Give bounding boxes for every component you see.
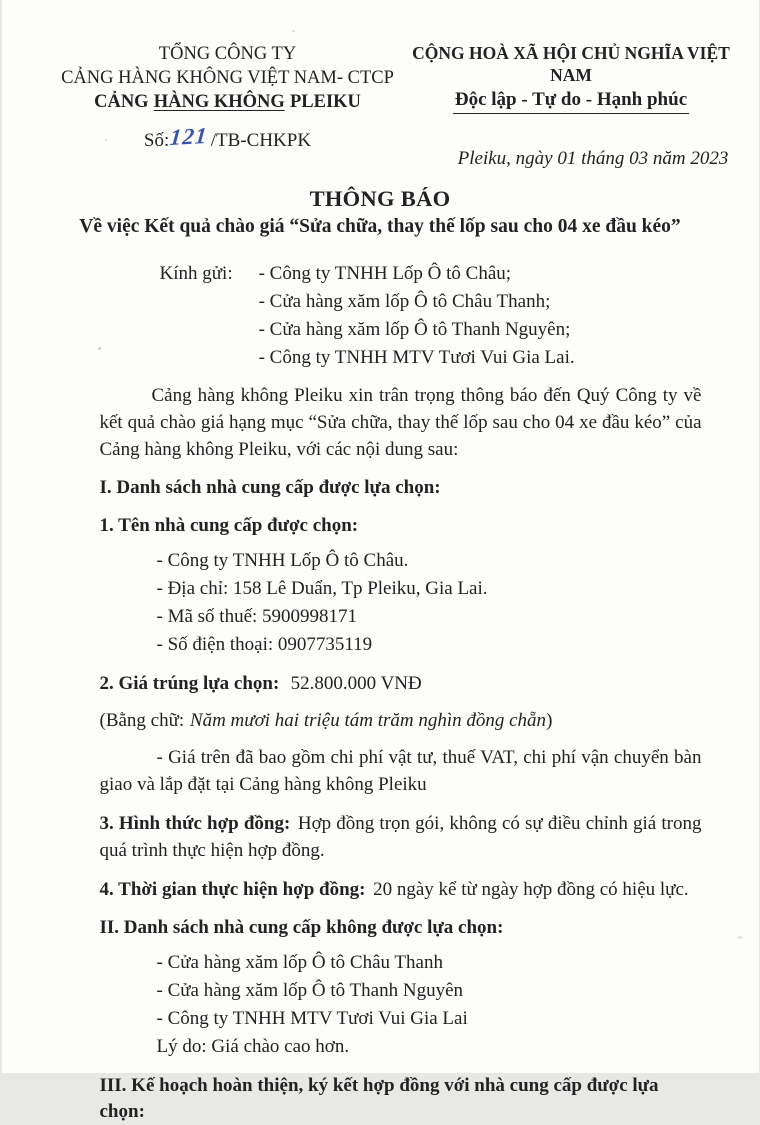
recipient-item: - Công ty TNHH Lốp Ô tô Châu; [259, 260, 575, 288]
issuing-org-block [52, 42, 404, 170]
scanned-document-page [2, 0, 759, 1073]
document-header [2, 0, 759, 170]
section-2-heading: II. Danh sách nhà cung cấp không được lựa chọn: [100, 915, 702, 941]
org-unit-name-post: PLEIKU [290, 92, 361, 112]
scan-speck [105, 139, 107, 141]
recipients-block [100, 260, 702, 372]
org-parent-name: TỔNG CÔNG TY [52, 42, 404, 66]
scan-speck [292, 30, 295, 32]
document-subtitle: Về việc Kết quả chào giá “Sửa chữa, thay thế lốp sau cho 04 xe đầu kéo” [2, 216, 759, 238]
contract-duration-label: 4. Thời gian thực hiện hợp đồng: [100, 879, 366, 900]
price-inclusion-note: - Giá trên đã bao gồm chi phí vật tư, thuế VAT, chi phí vận chuyển bàn giao và lắp đặt tại Cảng hàng không Pleiku [100, 744, 702, 798]
supplier-name-item: - Công ty TNHH Lốp Ô tô Châu. [157, 547, 702, 575]
subsection-1-heading: 1. Tên nhà cung cấp được chọn: [100, 513, 702, 539]
amount-in-words-line [100, 707, 702, 734]
recipients-list [259, 260, 575, 372]
recipient-item: - Công ty TNHH MTV Tươi Vui Gia Lai. [259, 344, 575, 372]
contract-form-text: Hợp đồng trọn gói, không có sự điều chỉnh giá trong quá trình thực hiện hợp đồng. [100, 813, 702, 861]
recipients-label: Kính gửi: [160, 260, 233, 372]
scan-speck [98, 347, 101, 350]
national-motto-wrap [404, 89, 739, 114]
subsection-2-heading [100, 671, 702, 697]
org-unit-name-underlined: HÀNG KHÔNG [154, 92, 285, 112]
supplier-phone-item: - Số điện thoại: 0907735119 [157, 631, 702, 659]
unselected-supplier-item: - Cửa hàng xăm lốp Ô tô Châu Thanh [157, 949, 702, 977]
section-1-heading: I. Danh sách nhà cung cấp được lựa chọn: [100, 475, 702, 501]
amount-words-close: ) [546, 710, 552, 731]
contract-form-label: 3. Hình thức hợp đồng: [100, 813, 291, 834]
contract-duration-paragraph [100, 876, 702, 903]
doc-no-suffix: /TB-CHKPK [211, 130, 311, 151]
intro-paragraph: Cảng hàng không Pleiku xin trân trọng thông báo đến Quý Công ty về kết quả chào giá hạng mục “Sửa chữa, thay thế lốp sau cho 04 xe đầu kéo” của Cảng hàng không Pleiku, với các nội dung sau: [100, 382, 702, 463]
winning-price-value: 52.800.000 VNĐ [291, 673, 422, 694]
contract-duration-text: 20 ngày kể từ ngày hợp đồng có hiệu lực. [373, 879, 689, 900]
section-3-heading: III. Kế hoạch hoàn thiện, ký kết hợp đồng với nhà cung cấp được lựa chọn: [100, 1073, 702, 1125]
contract-form-paragraph [100, 810, 702, 864]
doc-no-handwritten-value: 121 [169, 123, 209, 151]
unselected-supplier-item: - Cửa hàng xăm lốp Ô tô Thanh Nguyên [157, 977, 702, 1005]
winning-price-label: 2. Giá trúng lựa chọn: [100, 673, 280, 694]
recipient-item: - Cửa hàng xăm lốp Ô tô Thanh Nguyên; [259, 316, 575, 344]
org-unit-name-pre: CẢNG [94, 92, 148, 112]
recipient-item: - Cửa hàng xăm lốp Ô tô Châu Thanh; [259, 288, 575, 316]
org-company-name: CẢNG HÀNG KHÔNG VIỆT NAM- CTCP [52, 66, 404, 90]
amount-words-text: Năm mươi hai triệu tám trăm nghìn đồng chẵn [190, 710, 546, 731]
national-motto-block [404, 42, 739, 170]
org-unit-name [52, 90, 404, 114]
unselected-supplier-item: - Công ty TNHH MTV Tươi Vui Gia Lai [157, 1005, 702, 1033]
national-title: CỘNG HOÀ XÃ HỘI CHỦ NGHĨA VIỆT NAM [404, 42, 739, 86]
supplier-address-item: - Địa chỉ: 158 Lê Duẩn, Tp Pleiku, Gia Lai. [157, 575, 702, 603]
scan-speck [737, 936, 743, 939]
national-motto: Độc lập - Tự do - Hạnh phúc [453, 89, 689, 114]
document-body [2, 260, 759, 1125]
place-date-line: Pleiku, ngày 01 tháng 03 năm 2023 [426, 148, 760, 170]
doc-no-label: Số: [144, 130, 169, 151]
rejection-reason: Lý do: Giá chào cao hơn. [157, 1033, 702, 1061]
supplier-taxcode-item: - Mã số thuế: 5900998171 [157, 603, 702, 631]
amount-words-open: (Bằng chữ: [100, 710, 185, 731]
document-title: THÔNG BÁO [2, 186, 759, 212]
